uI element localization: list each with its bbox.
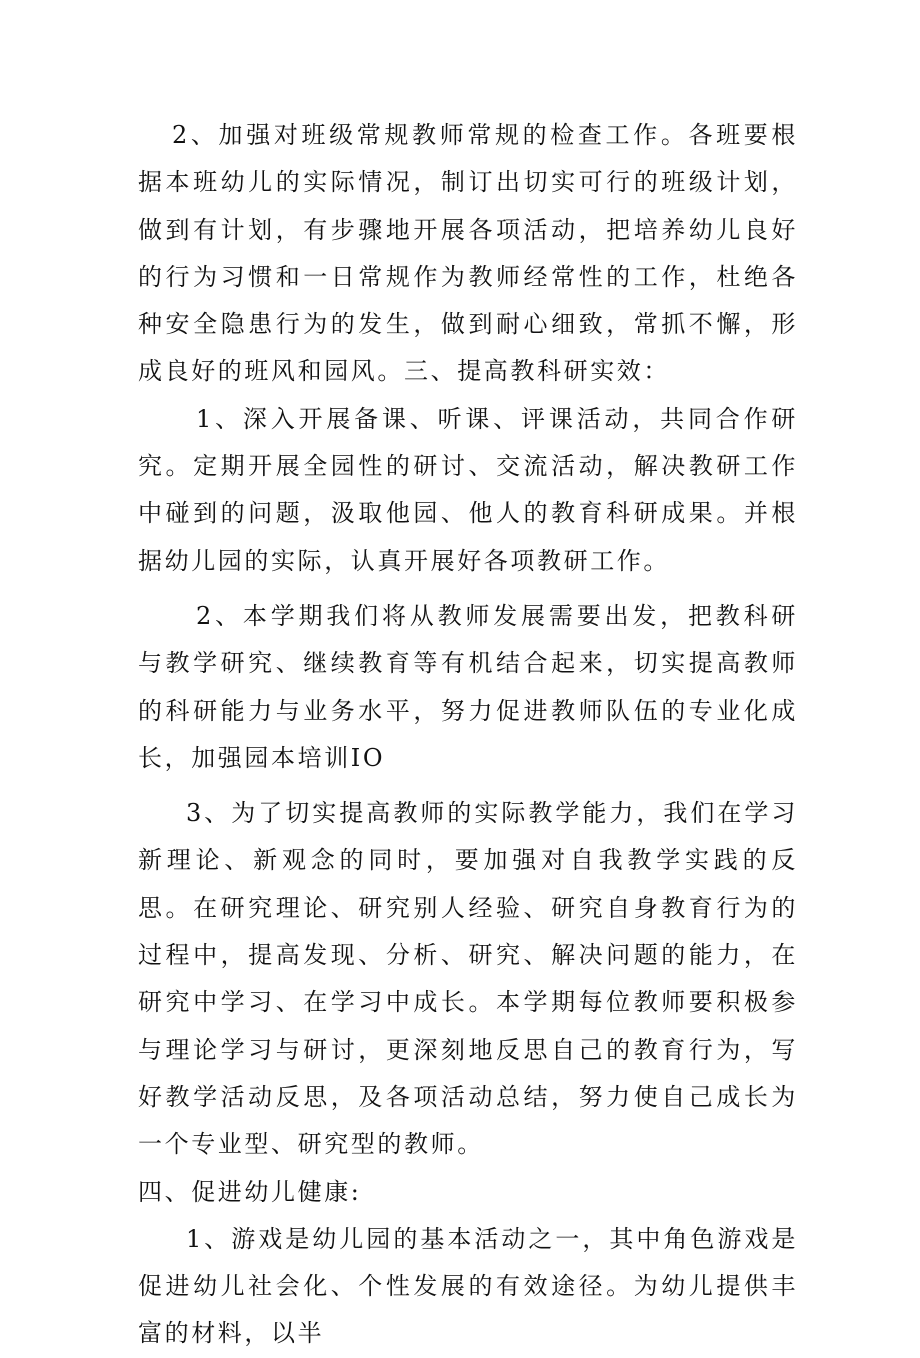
paragraph-games: 1、游戏是幼儿园的基本活动之一，其中角色游戏是促进幼儿社会化、个性发展的有效途径。为幼儿提供丰富的材料，以半 bbox=[138, 1224, 798, 1348]
paragraph-lesson-research: 1、深入开展备课、听课、评课活动，共同合作研究。定期开展全园性的研讨、交流活动，解决教研工作中碰到的问题，汲取他园、他人的教育科研成果。并根据幼儿园的实际，认真开展好各项教研工作。 bbox=[138, 404, 798, 575]
paragraph-class-routine-inspection: 2、加强对班级常规教师常规的检查工作。各班要根据本班幼儿的实际情况，制订出切实可行的班级计划，做到有计划，有步骤地开展各项活动，把培养幼儿良好的行为习惯和一日常规作为教师经常性的工作，杜绝各种安全隐患行为的发生，做到耐心细致，常抓不懈，形成良好的班风和园风。三、提高教科研实效： bbox=[138, 121, 798, 386]
section-heading-child-health: 四、促进幼儿健康: bbox=[138, 1177, 362, 1206]
document-body bbox=[138, 112, 798, 1358]
paragraph-teacher-development: 2、本学期我们将从教师发展需要出发，把教科研与教学研究、继续教育等有机结合起来，切实提高教师的科研能力与业务水平，努力促进教师队伍的专业化成长，加强园本培训IO bbox=[138, 601, 798, 772]
paragraph-teaching-practice-reflection: 3、为了切实提高教师的实际教学能力，我们在学习新理论、新观念的同时，要加强对自我教学实践的反思。在研究理论、研究别人经验、研究自身教育行为的过程中，提高发现、分析、研究、解决问题的能力，在研究中学习、在学习中成长。本学期每位教师要积极参与理论学习与研讨，更深刻地反思自己的教育行为，写好教学活动反思，及各项活动总结，努力使自己成长为一个专业型、研究型的教师。 bbox=[138, 799, 798, 1159]
